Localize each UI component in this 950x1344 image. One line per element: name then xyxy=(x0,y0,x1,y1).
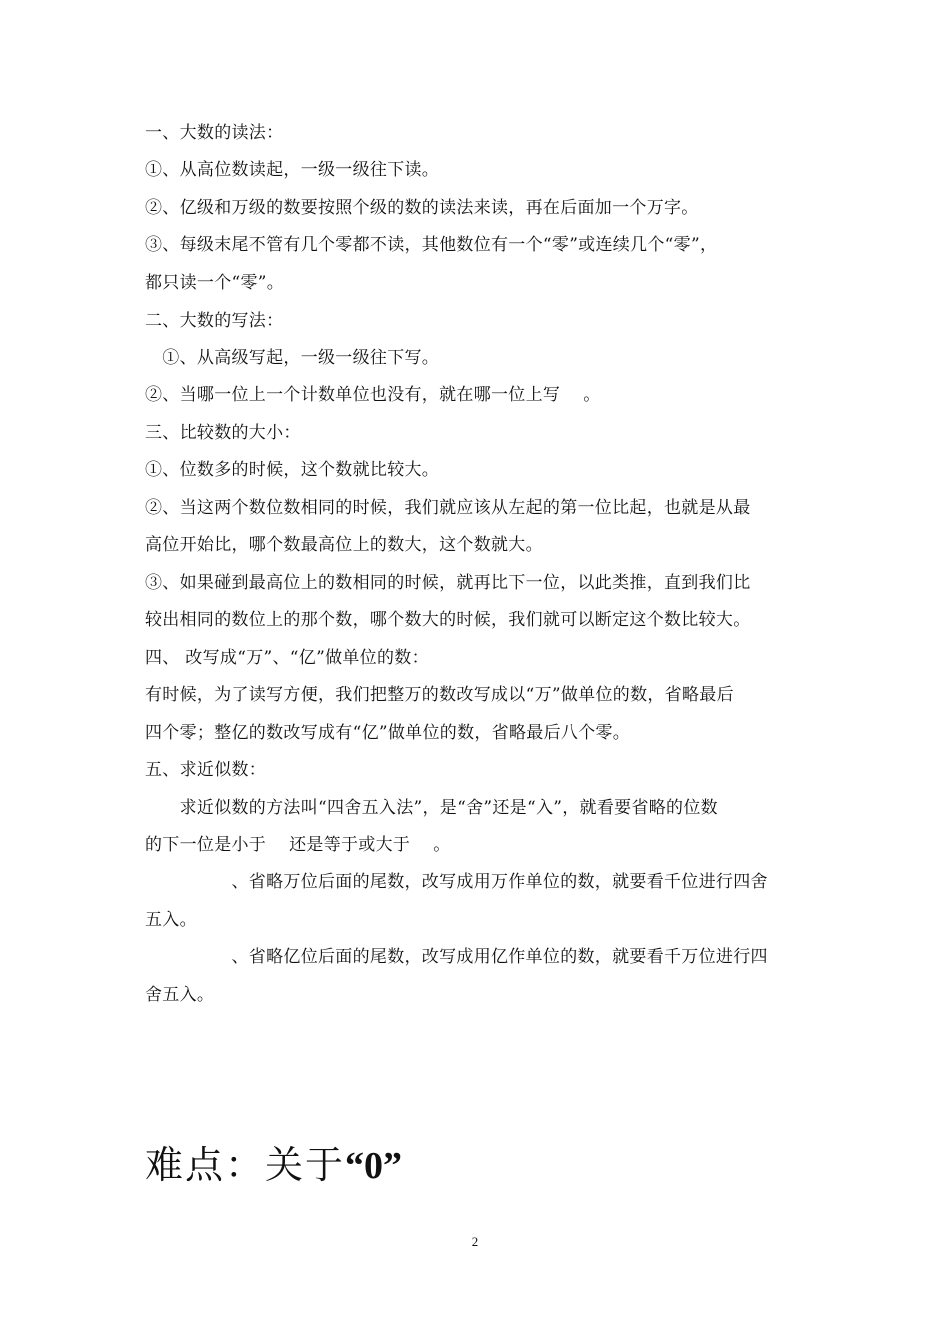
text-line: 舍五入。 xyxy=(145,985,215,1005)
text-line: 、省略万位后面的尾数，改写成用万作单位的数，就要看千位进行四舍 xyxy=(145,872,768,892)
section-heading-approximation: 五、求近似数： xyxy=(145,760,267,780)
page-number: 2 xyxy=(471,1234,479,1249)
text-line: ②、当这两个数位数相同的时候，我们就应该从左起的第一位比起，也就是从最 xyxy=(145,498,751,518)
section-heading-reading: 一、大数的读法： xyxy=(145,123,284,143)
difficulty-title-zero: “0” xyxy=(345,1145,403,1187)
text-line: 、省略亿位后面的尾数，改写成用亿作单位的数，就要看千万位进行四 xyxy=(145,947,768,967)
section-heading-comparing: 三、比较数的大小： xyxy=(145,423,301,443)
text-line: 高位开始比，哪个数最高位上的数大，这个数就大。 xyxy=(145,535,543,555)
text-line: ②、当哪一位上一个计数单位也没有，就在哪一位上写 。 xyxy=(145,385,601,405)
text-line: ②、亿级和万级的数要按照个级的数的读法来读，再在后面加一个万字。 xyxy=(145,198,699,218)
text-line: ①、位数多的时候，这个数就比较大。 xyxy=(145,460,440,480)
text-line: ③、每级末尾不管有几个零都不读，其他数位有一个“零”或连续几个“零”， xyxy=(145,235,718,255)
difficulty-title xyxy=(145,1142,402,1189)
text-line: 五入。 xyxy=(145,910,197,930)
text-line: ③、如果碰到最高位上的数相同的时候，就再比下一位，以此类推，直到我们比 xyxy=(145,573,751,593)
text-line: 较出相同的数位上的那个数，哪个数大的时候，我们就可以断定这个数比较大。 xyxy=(145,610,751,630)
text-line: ①、从高级写起，一级一级往下写。 xyxy=(145,348,440,368)
text-line: 四个零；整亿的数改写成有“亿”做单位的数，省略最后八个零。 xyxy=(145,723,631,743)
text-line: ①、从高位数读起，一级一级往下读。 xyxy=(145,160,440,180)
section-heading-rewriting: 四、 改写成“万”、“亿”做单位的数： xyxy=(145,648,429,668)
difficulty-title-prefix: 难点：关于 xyxy=(145,1143,346,1187)
section-heading-writing: 二、大数的写法： xyxy=(145,311,284,331)
text-line: 求近似数的方法叫“四舍五入法”，是“舍”还是“入”，就看要省略的位数 xyxy=(145,798,718,818)
text-line: 都只读一个“零”。 xyxy=(145,273,285,293)
text-line: 有时候，为了读写方便，我们把整万的数改写成以“万”做单位的数，省略最后 xyxy=(145,685,734,705)
text-line: 的下一位是小于 还是等于或大于 。 xyxy=(145,835,451,855)
